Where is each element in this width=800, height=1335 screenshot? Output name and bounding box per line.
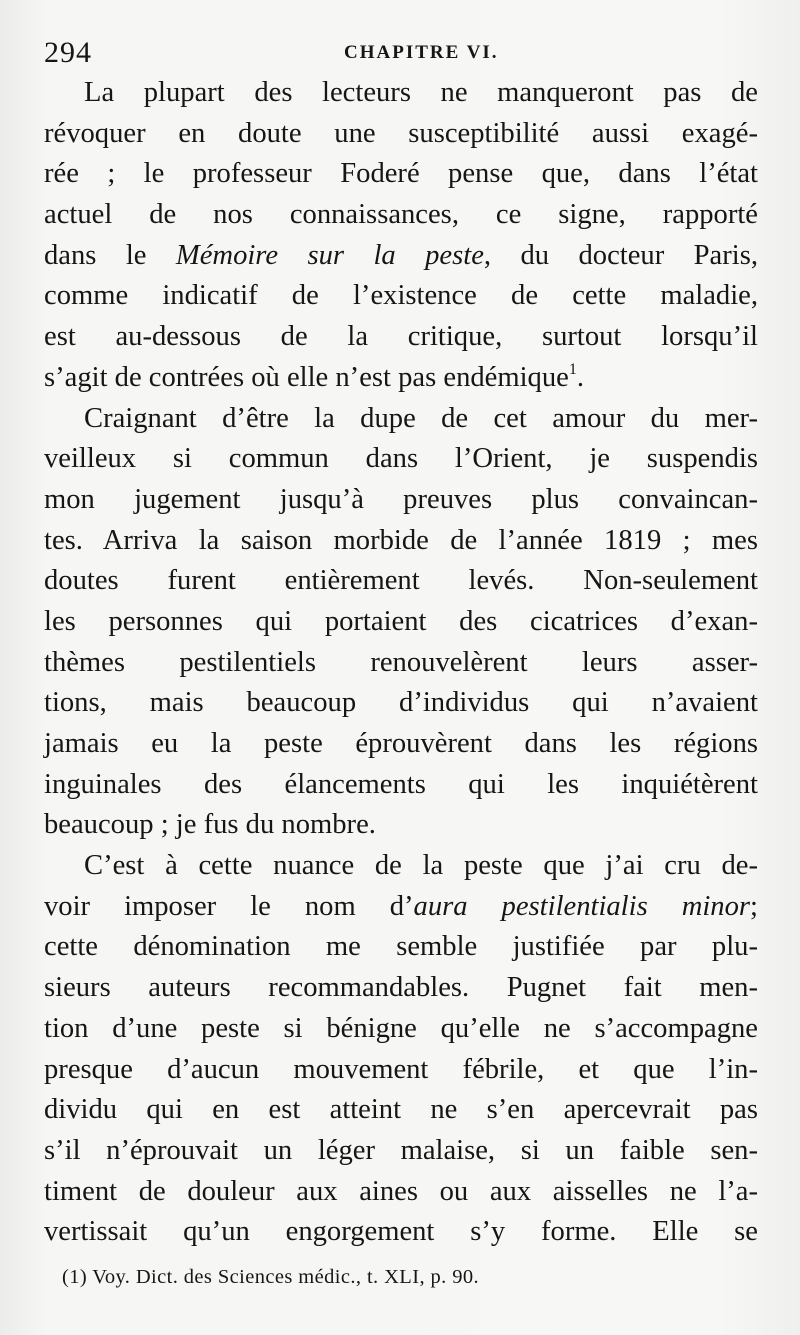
text-line [44, 887, 758, 928]
text-fragment: dans le [44, 239, 176, 271]
text-line: s’agit de contrées où elle n’est pas endémique$^1$. [44, 360, 584, 393]
italic-title: Mémoire sur la peste [175, 239, 484, 271]
text-line: tes. Arriva la saison morbide de l’année 1819 ; mes [44, 524, 758, 556]
text-fragment: , du docteur Paris, [483, 239, 758, 271]
text-line: inguinales des élancements qui les inquiétèrent [44, 768, 758, 800]
body-text [44, 73, 758, 1253]
text-line: beaucoup ; je fus du nombre. [44, 809, 376, 841]
text-line: vertissait qu’un engorgement s’y forme. Elle se [44, 1216, 758, 1248]
text-line: mon jugement jusqu’à preuves plus convaincan- [44, 483, 758, 515]
text-line: C’est à cette nuance de la peste que j’ai cru de- [84, 850, 758, 882]
text-line: Craignant d’être la dupe de cet amour du mer- [84, 402, 758, 434]
italic-term: aura pestilentialis minor [413, 890, 751, 922]
page-header [44, 36, 764, 76]
text-line: timent de douleur aux aines ou aux aisselles ne l’a- [44, 1175, 758, 1207]
text-line: sieurs auteurs recommandables. Pugnet fait men- [44, 972, 758, 1004]
text-line: presque d’aucun mouvement fébrile, et que l’in- [44, 1053, 758, 1085]
text-line: dividu qui en est atteint ne s’en apercevrait pas [44, 1094, 758, 1126]
text-line: s’il n’éprouvait un léger malaise, si un faible sen- [44, 1134, 758, 1166]
text-line: est au-dessous de la critique, surtout lorsqu’il [44, 321, 758, 353]
text-line: tions, mais beaucoup d’individus qui n’avaient [44, 687, 758, 719]
text-line: jamais eu la peste éprouvèrent dans les régions [44, 728, 758, 759]
text-line: rée ; le professeur Foderé pense que, dans l’état [44, 158, 758, 190]
footnote: (1) Voy. Dict. des Sciences médic., t. XLI, p. 90. [62, 1266, 480, 1288]
text-line: La plupart des lecteurs ne manqueront pas de [84, 77, 758, 108]
running-head: CHAPITRE VI. [344, 42, 499, 63]
text-fragment: voir imposer le nom d’ [44, 890, 414, 922]
footnote-reference: 1 [568, 360, 577, 378]
text-line: tion d’une peste si bénigne qu’elle ne s’accompagne [44, 1012, 758, 1044]
page-number: 294 [44, 36, 92, 69]
text-line: les personnes qui portaient des cicatrices d’exan- [44, 605, 758, 637]
text-line: doutes furent entièrement levés. Non-seulement [44, 565, 758, 597]
text-line: cette dénomination me semble justifiée par plu- [44, 931, 758, 963]
text-fragment: ; [750, 890, 758, 922]
text-line: comme indicatif de l’existence de cette maladie, [44, 280, 758, 312]
text-line: actuel de nos connaissances, ce signe, rapporté [44, 199, 758, 231]
text-fragment: s’agit de contrées où elle n’est pas endémique [44, 361, 569, 393]
text-line [44, 236, 758, 277]
text-line: thèmes pestilentiels renouvelèrent leurs asser- [44, 646, 758, 678]
text-line: veilleux si commun dans l’Orient, je suspendis [44, 443, 758, 475]
text-line: révoquer en doute une susceptibilité aussi exagé- [44, 117, 758, 149]
